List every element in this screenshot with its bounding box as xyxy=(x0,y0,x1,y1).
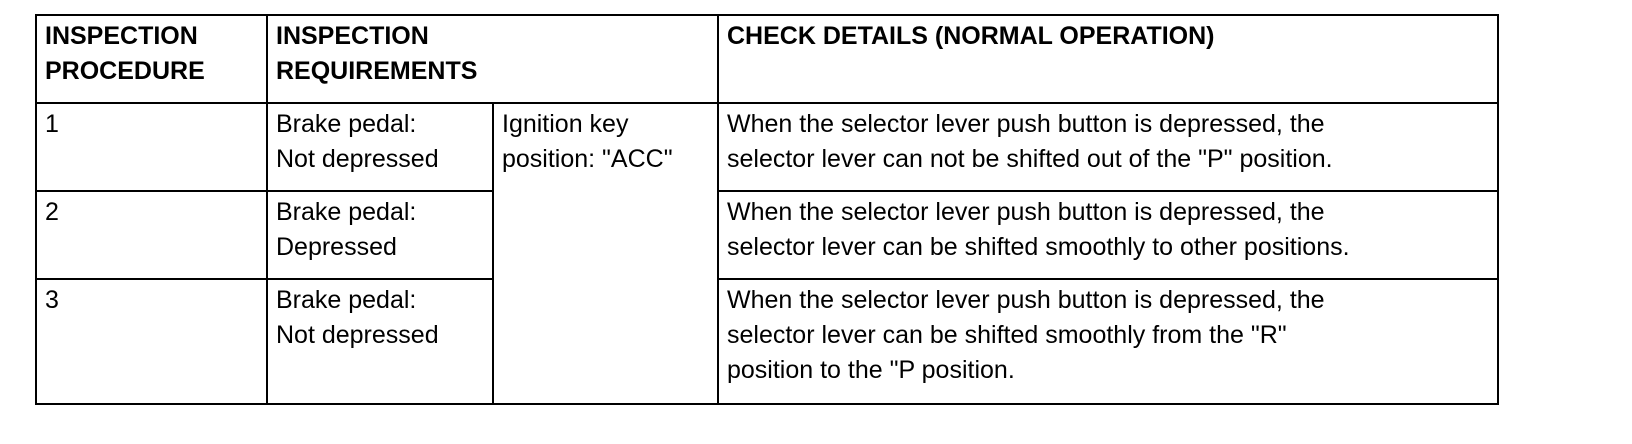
brake-pedal-cell xyxy=(267,279,493,404)
brake-pedal-cell xyxy=(267,191,493,279)
brake-pedal-line-1: Brake pedal: xyxy=(276,286,417,314)
brake-pedal-line-2: Not depressed xyxy=(276,321,439,349)
brake-pedal-line-2: Not depressed xyxy=(276,145,439,173)
check-details-line-2: selector lever can be shifted smoothly to other positions. xyxy=(727,233,1350,261)
brake-pedal-cell xyxy=(267,103,493,191)
check-details-line-1: When the selector lever push button is depressed, the xyxy=(727,110,1325,138)
check-details-cell xyxy=(718,191,1498,279)
ignition-key-line-2: position: "ACC" xyxy=(502,145,673,173)
header-requirements-line-2: REQUIREMENTS xyxy=(276,57,478,85)
check-details-line-1: When the selector lever push button is depressed, the xyxy=(727,198,1325,226)
table-row xyxy=(36,191,1498,279)
procedure-number: 3 xyxy=(45,286,59,314)
header-requirements-line-1: INSPECTION xyxy=(276,22,429,50)
check-details-cell xyxy=(718,279,1498,404)
procedure-number-cell xyxy=(36,191,267,279)
table-row xyxy=(36,279,1498,404)
procedure-number-cell xyxy=(36,279,267,404)
header-check-details-text: CHECK DETAILS (NORMAL OPERATION) xyxy=(727,22,1215,50)
check-details-cell xyxy=(718,103,1498,191)
header-row xyxy=(36,15,1498,103)
procedure-number: 2 xyxy=(45,198,59,226)
table-row xyxy=(36,103,1498,191)
check-details-line-1: When the selector lever push button is depressed, the xyxy=(727,286,1325,314)
inspection-table xyxy=(35,14,1499,405)
brake-pedal-line-1: Brake pedal: xyxy=(276,198,417,226)
header-procedure-line-2: PROCEDURE xyxy=(45,57,205,85)
check-details-line-3: position to the "P position. xyxy=(727,356,1015,384)
header-procedure-line-1: INSPECTION xyxy=(45,22,198,50)
brake-pedal-line-2: Depressed xyxy=(276,233,397,261)
header-requirements xyxy=(267,15,718,103)
check-details-line-2: selector lever can be shifted smoothly from the "R" xyxy=(727,321,1287,349)
header-check-details xyxy=(718,15,1498,103)
procedure-number-cell xyxy=(36,103,267,191)
header-procedure xyxy=(36,15,267,103)
check-details-line-2: selector lever can not be shifted out of the "P" position. xyxy=(727,145,1333,173)
ignition-key-line-1: Ignition key xyxy=(502,110,629,138)
ignition-key-cell xyxy=(493,103,718,404)
brake-pedal-line-1: Brake pedal: xyxy=(276,110,417,138)
procedure-number: 1 xyxy=(45,110,59,138)
